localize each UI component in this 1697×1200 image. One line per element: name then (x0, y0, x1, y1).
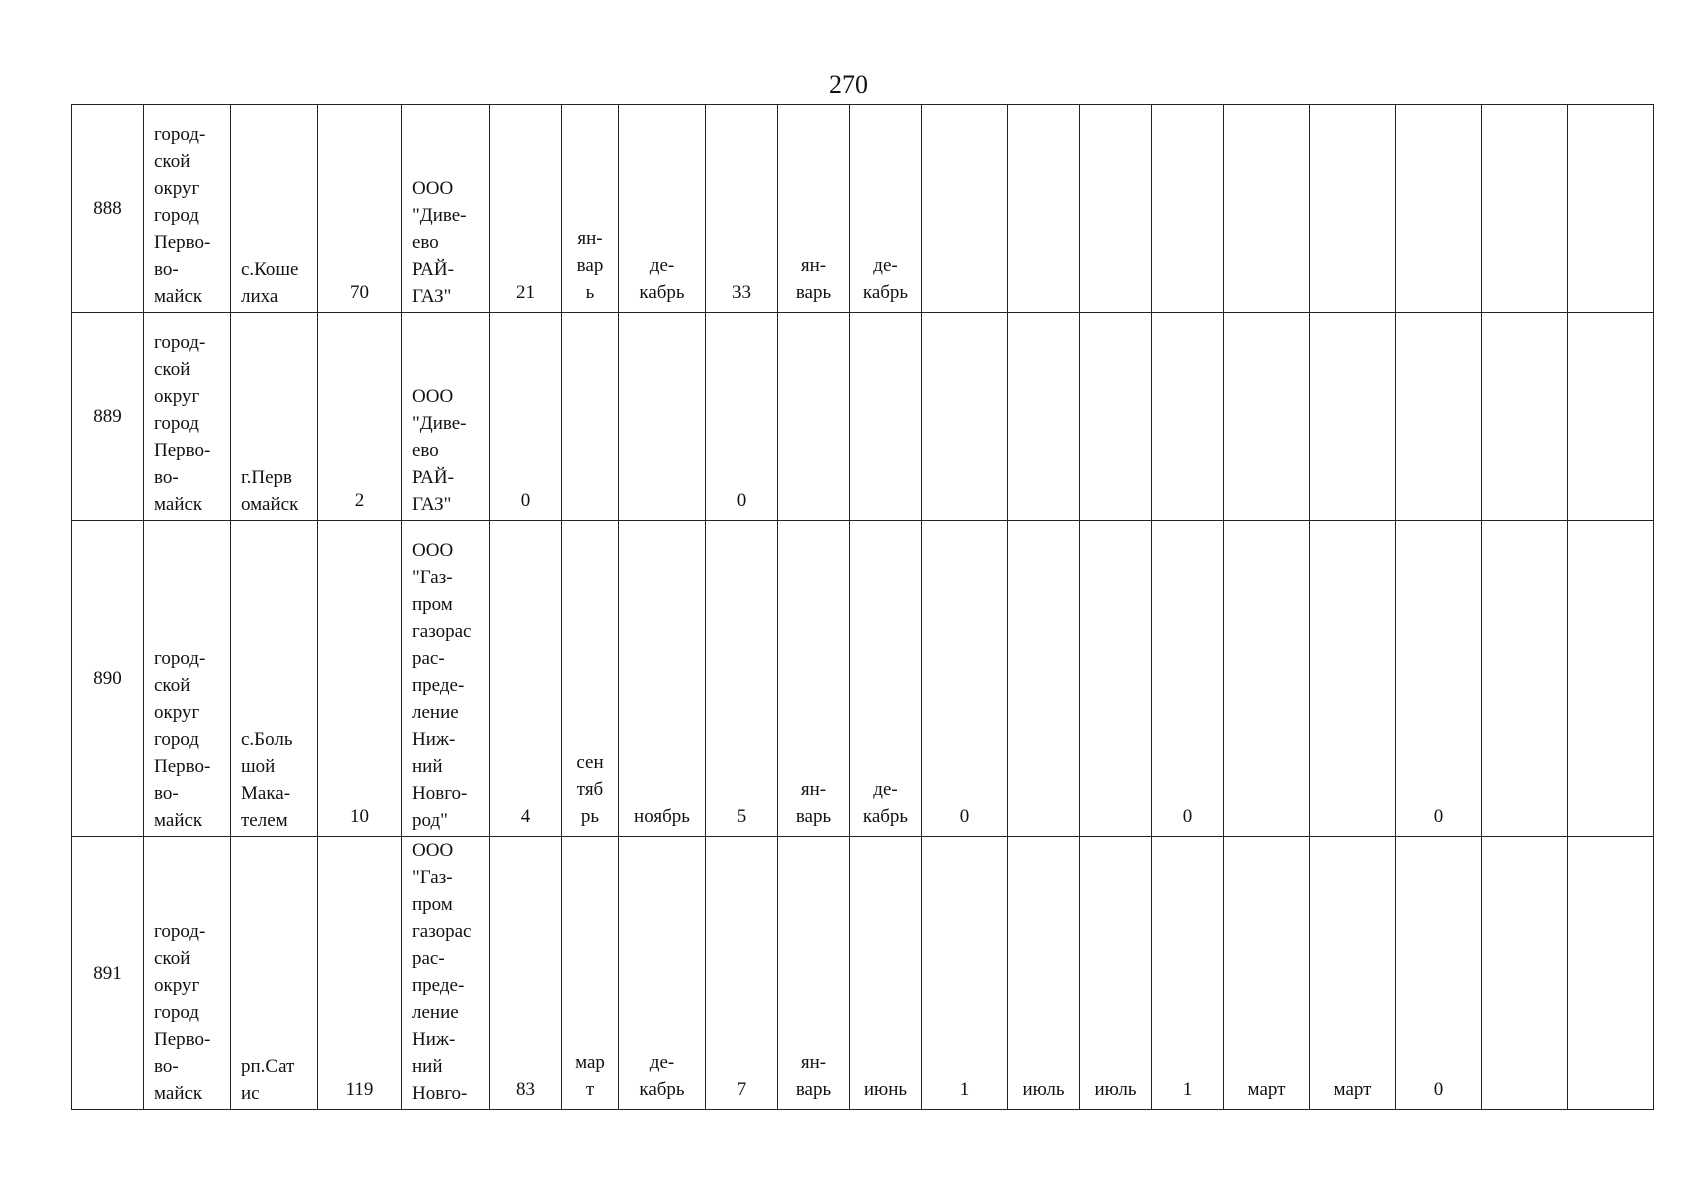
start-month-cell: июль (1008, 837, 1080, 1110)
settlement-cell: с.Боль шой Мака- телем (231, 521, 318, 837)
table-row (72, 521, 1654, 837)
end-month-cell: де- кабрь (850, 105, 922, 313)
value-cell (922, 313, 1008, 521)
value-cell (1152, 313, 1224, 521)
value-cell: 0 (922, 521, 1008, 837)
organization-cell: ООО "Газ- пром газорас рас- преде- ление Ниж- ний Новго- род" (402, 521, 490, 837)
district-cell: город- ской округ город Перво- во- майск (144, 313, 231, 521)
count-cell: 2 (318, 313, 402, 521)
table-row (72, 105, 1654, 313)
value-cell: 83 (490, 837, 562, 1110)
value-cell: 1 (1152, 837, 1224, 1110)
data-table (71, 104, 1654, 1110)
end-month-cell (1310, 105, 1396, 313)
table-row (72, 313, 1654, 521)
value-cell: 33 (706, 105, 778, 313)
end-month-cell (1310, 313, 1396, 521)
start-month-cell (778, 313, 850, 521)
start-month-cell (1224, 521, 1310, 837)
start-month-cell (1008, 105, 1080, 313)
extra-cell (1568, 313, 1654, 521)
value-cell: 5 (706, 521, 778, 837)
end-month-cell (1310, 521, 1396, 837)
extra-cell (1482, 521, 1568, 837)
row-number-cell: 889 (72, 313, 144, 521)
extra-cell (1482, 837, 1568, 1110)
value-cell: 7 (706, 837, 778, 1110)
count-cell: 70 (318, 105, 402, 313)
district-cell: город- ской округ город Перво- во- майск (144, 521, 231, 837)
extra-cell (1568, 837, 1654, 1110)
end-month-cell: июль (1080, 837, 1152, 1110)
extra-cell (1568, 105, 1654, 313)
settlement-cell: с.Коше лиха (231, 105, 318, 313)
extra-cell (1568, 521, 1654, 837)
start-month-cell (1008, 313, 1080, 521)
value-cell: 21 (490, 105, 562, 313)
table-body (72, 105, 1654, 1110)
organization-cell: ООО "Газ- пром газорас рас- преде- ление Ниж- ний Новго- (402, 837, 490, 1110)
value-cell (1152, 105, 1224, 313)
start-month-cell: ян- вар ь (562, 105, 619, 313)
end-month-cell (619, 313, 706, 521)
count-cell: 119 (318, 837, 402, 1110)
row-number-cell: 890 (72, 521, 144, 837)
page-number: 270 (829, 70, 868, 99)
extra-cell (1482, 105, 1568, 313)
organization-cell: ООО "Диве- ево РАЙ- ГАЗ" (402, 313, 490, 521)
table-row (72, 837, 1654, 1110)
start-month-cell: ян- варь (778, 521, 850, 837)
value-cell: 0 (1396, 837, 1482, 1110)
end-month-cell: ноябрь (619, 521, 706, 837)
settlement-cell: г.Перв омайск (231, 313, 318, 521)
extra-cell (1482, 313, 1568, 521)
start-month-cell: мар т (562, 837, 619, 1110)
start-month-cell: ян- варь (778, 837, 850, 1110)
start-month-cell: март (1224, 837, 1310, 1110)
end-month-cell: март (1310, 837, 1396, 1110)
end-month-cell: де- кабрь (850, 521, 922, 837)
start-month-cell: сен тяб рь (562, 521, 619, 837)
count-cell: 10 (318, 521, 402, 837)
value-cell (922, 105, 1008, 313)
end-month-cell (1080, 313, 1152, 521)
value-cell: 0 (490, 313, 562, 521)
end-month-cell: де- кабрь (619, 837, 706, 1110)
end-month-cell (850, 313, 922, 521)
row-number-cell: 888 (72, 105, 144, 313)
start-month-cell (1224, 313, 1310, 521)
value-cell: 1 (922, 837, 1008, 1110)
organization-cell: ООО "Диве- ево РАЙ- ГАЗ" (402, 105, 490, 313)
row-number-cell: 891 (72, 837, 144, 1110)
end-month-cell (1080, 521, 1152, 837)
value-cell (1396, 105, 1482, 313)
district-cell: город- ской округ город Перво- во- майск (144, 105, 231, 313)
start-month-cell (1008, 521, 1080, 837)
value-cell: 4 (490, 521, 562, 837)
start-month-cell: ян- варь (778, 105, 850, 313)
settlement-cell: рп.Сат ис (231, 837, 318, 1110)
end-month-cell: июнь (850, 837, 922, 1110)
value-cell: 0 (706, 313, 778, 521)
value-cell (1396, 313, 1482, 521)
value-cell: 0 (1396, 521, 1482, 837)
start-month-cell (1224, 105, 1310, 313)
district-cell: город- ской округ город Перво- во- майск (144, 837, 231, 1110)
end-month-cell: де- кабрь (619, 105, 706, 313)
end-month-cell (1080, 105, 1152, 313)
start-month-cell (562, 313, 619, 521)
value-cell: 0 (1152, 521, 1224, 837)
